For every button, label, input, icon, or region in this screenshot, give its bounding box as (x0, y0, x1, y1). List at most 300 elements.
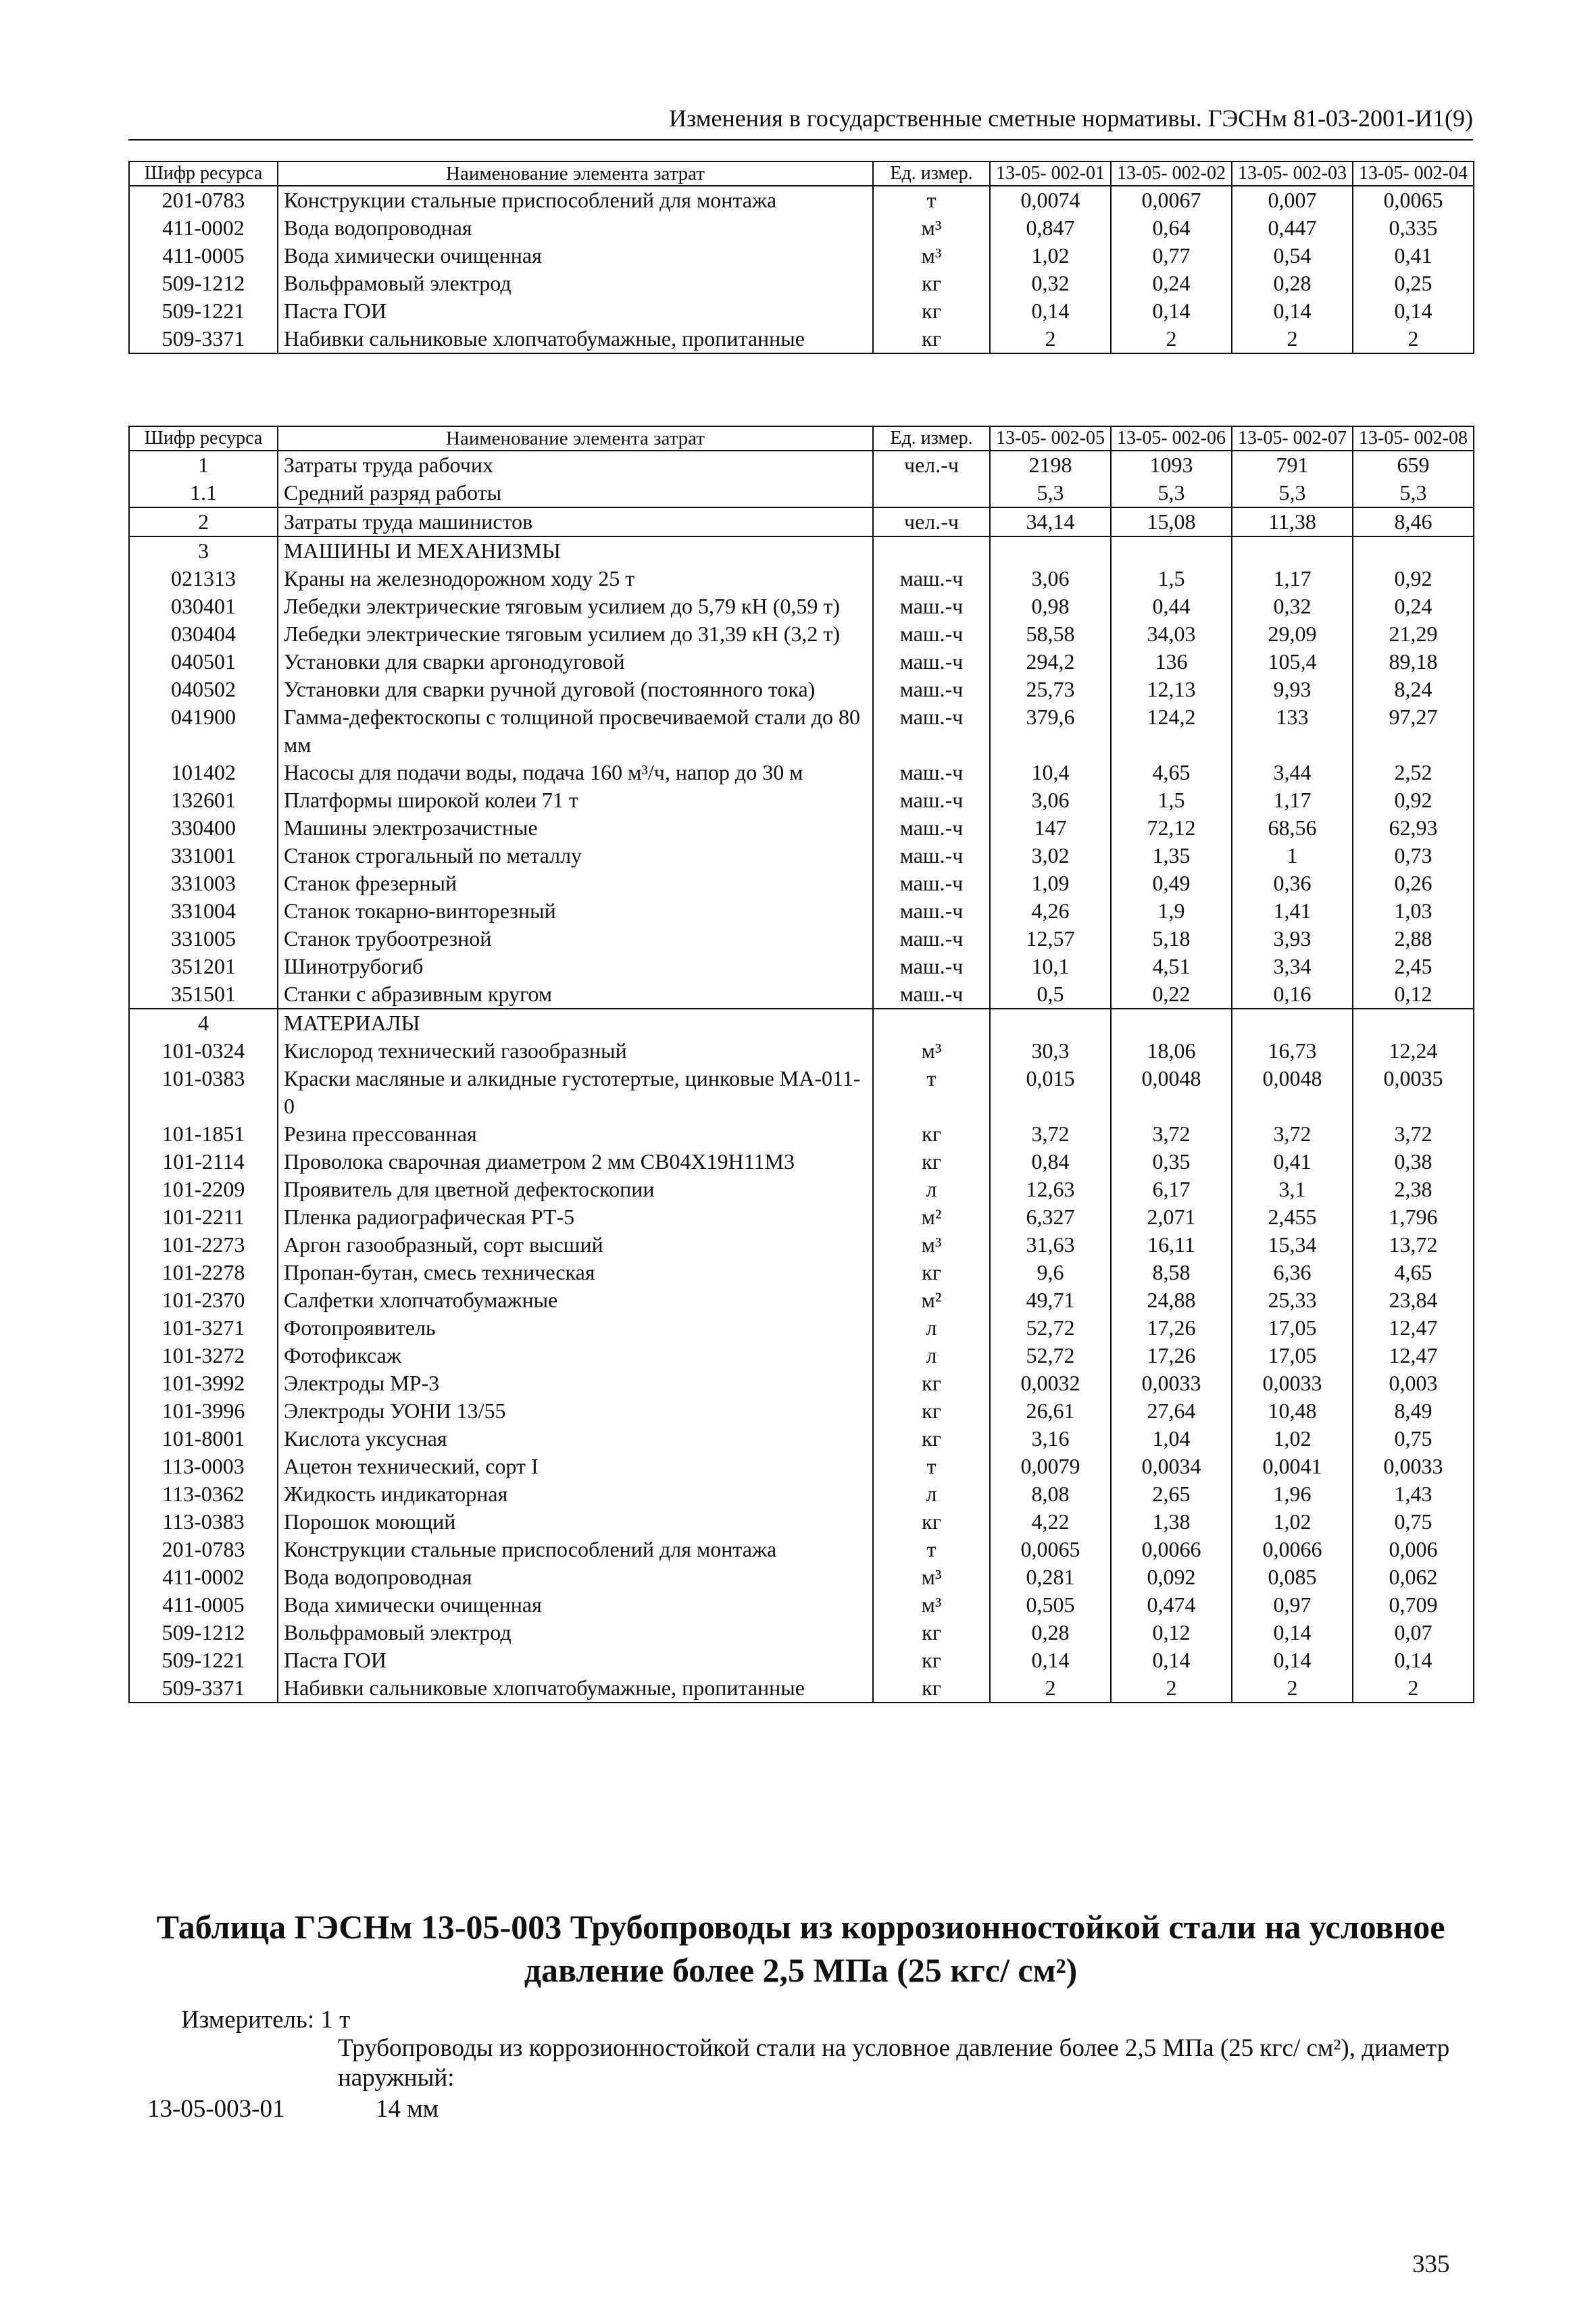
table-row (129, 451, 1474, 479)
resource-code: 101-2370 (129, 1286, 278, 1314)
rate-value: 0,0048 (1111, 1065, 1232, 1120)
table-row (129, 297, 1474, 325)
rate-value: 0,24 (1111, 270, 1232, 297)
rate-value: 17,26 (1111, 1314, 1232, 1342)
unit: кг (873, 1619, 990, 1646)
rate-value: 0,64 (1111, 214, 1232, 242)
table-row (129, 1591, 1474, 1619)
unit: м² (873, 1203, 990, 1231)
rate-value: 0,44 (1111, 593, 1232, 620)
rate-value: 0,062 (1353, 1563, 1474, 1591)
resource-code: 201-0783 (129, 1536, 278, 1563)
table-row (129, 1259, 1474, 1286)
rate-value: 0,22 (1111, 980, 1232, 1009)
rate-value: 2,071 (1111, 1203, 1232, 1231)
table-row (129, 1480, 1474, 1508)
resource-name: Затраты труда рабочих (278, 451, 873, 479)
resource-code: 101-3992 (129, 1369, 278, 1397)
table-row (129, 565, 1474, 593)
resource-name: Электроды УОНИ 13/55 (278, 1397, 873, 1425)
rate-value: 31,63 (990, 1231, 1111, 1259)
unit: маш.-ч (873, 648, 990, 676)
table-row (129, 1286, 1474, 1314)
unit: чел.-ч (873, 451, 990, 479)
rate-value: 0,14 (1353, 297, 1474, 325)
resource-code: 113-0003 (129, 1453, 278, 1480)
rate-value (1353, 1009, 1474, 1037)
rate-value: 3,1 (1232, 1176, 1353, 1203)
table-row (129, 1563, 1474, 1591)
rate-value: 0,0034 (1111, 1453, 1232, 1480)
unit: л (873, 1314, 990, 1342)
resource-name: Конструкции стальные приспособлений для монтажа (278, 186, 873, 214)
rate-value: 1,9 (1111, 897, 1232, 925)
rate-value: 133 (1232, 703, 1353, 759)
table-row (129, 1536, 1474, 1563)
unit (873, 479, 990, 507)
resource-name: Станок строгальный по металлу (278, 842, 873, 870)
unit: кг (873, 1148, 990, 1176)
rate-value: 0,35 (1111, 1148, 1232, 1176)
rate-value: 2 (990, 1674, 1111, 1703)
rate-value: 2 (1353, 1674, 1474, 1703)
rate-value: 0,24 (1353, 593, 1474, 620)
table-row (129, 1619, 1474, 1646)
rate-value: 3,02 (990, 842, 1111, 870)
table-row (129, 1148, 1474, 1176)
unit: маш.-ч (873, 897, 990, 925)
rate-value: 0,41 (1353, 242, 1474, 270)
rate-value: 58,58 (990, 620, 1111, 648)
rate-value: 8,24 (1353, 676, 1474, 703)
rate-value: 1,02 (1232, 1425, 1353, 1453)
rate-value: 18,06 (1111, 1037, 1232, 1065)
rate-value: 2 (1353, 325, 1474, 353)
rate-value: 97,27 (1353, 703, 1474, 759)
rate-value: 0,335 (1353, 214, 1474, 242)
norm-code: 13-05-003-01 (147, 2095, 285, 2123)
col-rate-header: 13-05- 002-03 (1232, 161, 1353, 186)
resource-name: Станок трубоотрезной (278, 925, 873, 953)
rate-value: 0,36 (1232, 870, 1353, 897)
rate-value: 62,93 (1353, 814, 1474, 842)
unit: кг (873, 270, 990, 297)
table-row (129, 1037, 1474, 1065)
unit: кг (873, 1425, 990, 1453)
table-row (129, 1369, 1474, 1397)
norm-diameter: 14 мм (376, 2095, 439, 2123)
unit: маш.-ч (873, 980, 990, 1009)
rate-value: 3,72 (990, 1120, 1111, 1148)
rate-value: 3,72 (1232, 1120, 1353, 1148)
resource-code: 030404 (129, 620, 278, 648)
rate-value: 3,44 (1232, 759, 1353, 786)
resource-code: 101-3272 (129, 1342, 278, 1369)
resource-name: Вода водопроводная (278, 214, 873, 242)
unit: л (873, 1480, 990, 1508)
table-row (129, 325, 1474, 353)
resource-name: Платформы широкой колеи 71 т (278, 786, 873, 814)
rate-value: 8,08 (990, 1480, 1111, 1508)
resource-name: Затраты труда машинистов (278, 507, 873, 536)
rate-value: 2,45 (1353, 953, 1474, 980)
unit: кг (873, 1120, 990, 1148)
resource-code: 411-0002 (129, 1563, 278, 1591)
resource-name: Кислород технический газообразный (278, 1037, 873, 1065)
unit: т (873, 186, 990, 214)
rate-value: 1,41 (1232, 897, 1353, 925)
unit: м² (873, 1286, 990, 1314)
rate-value: 0,12 (1111, 1619, 1232, 1646)
rate-value: 0,77 (1111, 242, 1232, 270)
rate-value: 0,41 (1232, 1148, 1353, 1176)
table-row (129, 897, 1474, 925)
rate-value: 1,5 (1111, 565, 1232, 593)
table-row (129, 1176, 1474, 1203)
rate-value: 0,847 (990, 214, 1111, 242)
rate-value: 1,17 (1232, 565, 1353, 593)
resource-name: Проявитель для цветной дефектоскопии (278, 1176, 873, 1203)
rate-value: 2,38 (1353, 1176, 1474, 1203)
rate-value: 1 (1232, 842, 1353, 870)
rate-value: 124,2 (1111, 703, 1232, 759)
rate-value: 0,015 (990, 1065, 1111, 1120)
rate-value: 0,54 (1232, 242, 1353, 270)
unit: т (873, 1065, 990, 1120)
rate-value (990, 1009, 1111, 1037)
rate-value: 4,22 (990, 1508, 1111, 1536)
rate-value: 0,14 (1232, 1646, 1353, 1674)
resource-code: 101402 (129, 759, 278, 786)
resource-code: 101-1851 (129, 1120, 278, 1148)
rate-value: 1,5 (1111, 786, 1232, 814)
resource-code: 331001 (129, 842, 278, 870)
rate-value: 0,16 (1232, 980, 1353, 1009)
resource-name: Набивки сальниковые хлопчатобумажные, пропитанные (278, 325, 873, 353)
table-row (129, 620, 1474, 648)
table-row (129, 676, 1474, 703)
unit: т (873, 1536, 990, 1563)
rate-value: 0,12 (1353, 980, 1474, 1009)
table-row (129, 648, 1474, 676)
unit: л (873, 1176, 990, 1203)
rate-value: 49,71 (990, 1286, 1111, 1314)
rate-value: 4,51 (1111, 953, 1232, 980)
rate-value: 0,32 (1232, 593, 1353, 620)
resource-code: 132601 (129, 786, 278, 814)
rate-value: 0,14 (1111, 297, 1232, 325)
resource-code: 101-0324 (129, 1037, 278, 1065)
resource-name: Электроды МР-3 (278, 1369, 873, 1397)
resource-name: Аргон газообразный, сорт высший (278, 1231, 873, 1259)
rate-value: 5,3 (990, 479, 1111, 507)
rate-value: 0,92 (1353, 565, 1474, 593)
resource-code: 509-3371 (129, 325, 278, 353)
rate-value: 12,57 (990, 925, 1111, 953)
resource-name: Машины электрозачистные (278, 814, 873, 842)
table-row (129, 925, 1474, 953)
resource-name: Фотофиксаж (278, 1342, 873, 1369)
rate-value: 52,72 (990, 1342, 1111, 1369)
rate-value: 0,25 (1353, 270, 1474, 297)
rate-value: 0,474 (1111, 1591, 1232, 1619)
unit: кг (873, 1646, 990, 1674)
unit: кг (873, 325, 990, 353)
resource-code: 331003 (129, 870, 278, 897)
rate-value: 3,72 (1353, 1120, 1474, 1148)
resource-name: Паста ГОИ (278, 1646, 873, 1674)
rate-value: 0,0065 (1353, 186, 1474, 214)
rate-value: 72,12 (1111, 814, 1232, 842)
rate-value (990, 536, 1111, 565)
resource-code: 2 (129, 507, 278, 536)
resource-name: Порошок моющий (278, 1508, 873, 1536)
resource-name: Ацетон технический, сорт I (278, 1453, 873, 1480)
table-row (129, 507, 1474, 536)
rate-value: 2,88 (1353, 925, 1474, 953)
rate-value: 1,43 (1353, 1480, 1474, 1508)
rate-value: 2 (1232, 325, 1353, 353)
col-code-header: Шифр ресурса (129, 426, 278, 451)
resource-code: 4 (129, 1009, 278, 1037)
rate-value: 791 (1232, 451, 1353, 479)
col-rate-header: 13-05- 002-05 (990, 426, 1111, 451)
rate-value: 1,17 (1232, 786, 1353, 814)
table-row (129, 814, 1474, 842)
rate-value: 2 (1111, 325, 1232, 353)
resource-name: Станки с абразивным кругом (278, 980, 873, 1009)
resource-code: 411-0002 (129, 214, 278, 242)
col-rate-header: 13-05- 002-08 (1353, 426, 1474, 451)
resource-name: Шинотрубогиб (278, 953, 873, 980)
rate-value: 2 (990, 325, 1111, 353)
rate-value: 0,28 (1232, 270, 1353, 297)
rate-value (1111, 1009, 1232, 1037)
rate-value: 0,73 (1353, 842, 1474, 870)
rate-value: 89,18 (1353, 648, 1474, 676)
unit: т (873, 1453, 990, 1480)
rate-value: 23,84 (1353, 1286, 1474, 1314)
col-rate-header: 13-05- 002-04 (1353, 161, 1474, 186)
rate-value: 0,28 (990, 1619, 1111, 1646)
meter-label: Измеритель: 1 т (181, 2006, 351, 2034)
resource-name: Насосы для подачи воды, подача 160 м³/ч, напор до 30 м (278, 759, 873, 786)
unit: м³ (873, 1563, 990, 1591)
rate-value: 0,0074 (990, 186, 1111, 214)
unit: м³ (873, 1037, 990, 1065)
resource-table-2 (128, 426, 1474, 1703)
col-rate-header: 13-05- 002-06 (1111, 426, 1232, 451)
resource-code: 331005 (129, 925, 278, 953)
rate-value: 2,65 (1111, 1480, 1232, 1508)
rate-value (1353, 536, 1474, 565)
unit: маш.-ч (873, 814, 990, 842)
rate-value: 4,26 (990, 897, 1111, 925)
rate-value: 0,281 (990, 1563, 1111, 1591)
rate-value: 34,03 (1111, 620, 1232, 648)
resource-code: 101-2273 (129, 1231, 278, 1259)
rate-value: 12,47 (1353, 1342, 1474, 1369)
resource-name: Паста ГОИ (278, 297, 873, 325)
rate-value: 0,92 (1353, 786, 1474, 814)
rate-value: 0,709 (1353, 1591, 1474, 1619)
resource-name: Вода химически очищенная (278, 242, 873, 270)
resource-name: Краски масляные и алкидные густотертые, цинковые МА-011-0 (278, 1065, 873, 1120)
rate-value: 12,24 (1353, 1037, 1474, 1065)
rate-value: 10,48 (1232, 1397, 1353, 1425)
table-row (129, 980, 1474, 1009)
table-row (129, 1231, 1474, 1259)
page-header: Изменения в государственные сметные нормативы. ГЭСНм 81-03-2001-И1(9) (128, 101, 1473, 141)
resource-code: 411-0005 (129, 1591, 278, 1619)
unit: кг (873, 297, 990, 325)
rate-value: 10,4 (990, 759, 1111, 786)
unit: чел.-ч (873, 507, 990, 536)
table-row (129, 1314, 1474, 1342)
table-row (129, 242, 1474, 270)
rate-value: 30,3 (990, 1037, 1111, 1065)
resource-name: Кислота уксусная (278, 1425, 873, 1453)
resource-code: 030401 (129, 593, 278, 620)
table-row (129, 842, 1474, 870)
resource-code: 1 (129, 451, 278, 479)
resource-code: 040501 (129, 648, 278, 676)
rate-value: 24,88 (1111, 1286, 1232, 1314)
unit: маш.-ч (873, 925, 990, 953)
resource-code: 201-0783 (129, 186, 278, 214)
rate-value: 0,003 (1353, 1369, 1474, 1397)
table-row (129, 1453, 1474, 1480)
rate-value: 0,0067 (1111, 186, 1232, 214)
rate-value: 5,3 (1232, 479, 1353, 507)
rate-value: 0,085 (1232, 1563, 1353, 1591)
rate-value: 2,52 (1353, 759, 1474, 786)
resource-code: 509-1212 (129, 270, 278, 297)
col-rate-header: 13-05- 002-02 (1111, 161, 1232, 186)
col-code-header: Шифр ресурса (129, 161, 278, 186)
resource-code: 101-0383 (129, 1065, 278, 1120)
table-row (129, 1646, 1474, 1674)
rate-value: 1093 (1111, 451, 1232, 479)
resource-name: Жидкость индикаторная (278, 1480, 873, 1508)
rate-value: 0,0041 (1232, 1453, 1353, 1480)
rate-value: 0,0033 (1353, 1453, 1474, 1480)
rate-value: 11,38 (1232, 507, 1353, 536)
rate-value: 0,0079 (990, 1453, 1111, 1480)
rate-value: 12,47 (1353, 1314, 1474, 1342)
table-row (129, 1203, 1474, 1231)
rate-value: 5,18 (1111, 925, 1232, 953)
resource-name: Станок фрезерный (278, 870, 873, 897)
col-rate-header: 13-05- 002-07 (1232, 426, 1353, 451)
rate-value: 0,75 (1353, 1425, 1474, 1453)
rate-value: 16,11 (1111, 1231, 1232, 1259)
rate-value (1232, 536, 1353, 565)
resource-name: Фотопроявитель (278, 1314, 873, 1342)
rate-value: 0,98 (990, 593, 1111, 620)
table-row (129, 786, 1474, 814)
rate-value: 1,38 (1111, 1508, 1232, 1536)
rate-value: 16,73 (1232, 1037, 1353, 1065)
rate-value: 1,35 (1111, 842, 1232, 870)
resource-table-1 (128, 161, 1474, 354)
rate-value: 2198 (990, 451, 1111, 479)
section-description: Трубопроводы из коррозионностойкой стали на условное давление более 2,5 МПа (25 кгс/ см²), диаметр наружный: (338, 2034, 1450, 2092)
unit: м³ (873, 214, 990, 242)
rate-value: 0,38 (1353, 1148, 1474, 1176)
rate-value: 12,13 (1111, 676, 1232, 703)
table-row (129, 214, 1474, 242)
resource-code: 330400 (129, 814, 278, 842)
col-name-header: Наименование элемента затрат (278, 426, 873, 451)
resource-name: Вольфрамовый электрод (278, 270, 873, 297)
rate-value: 0,07 (1353, 1619, 1474, 1646)
rate-value: 1,96 (1232, 1480, 1353, 1508)
resource-name: Вода водопроводная (278, 1563, 873, 1591)
unit: маш.-ч (873, 759, 990, 786)
rate-value: 0,97 (1232, 1591, 1353, 1619)
rate-value: 136 (1111, 648, 1232, 676)
rate-value: 8,46 (1353, 507, 1474, 536)
table-row (129, 1009, 1474, 1037)
col-rate-header: 13-05- 002-01 (990, 161, 1111, 186)
resource-code: 101-2114 (129, 1148, 278, 1176)
rate-value: 68,56 (1232, 814, 1353, 842)
resource-name: Гамма-дефектоскопы с толщиной просвечиваемой стали до 80 мм (278, 703, 873, 759)
resource-code: 040502 (129, 676, 278, 703)
rate-value: 0,0033 (1111, 1369, 1232, 1397)
resource-name: Установки для сварки аргонодуговой (278, 648, 873, 676)
unit: маш.-ч (873, 620, 990, 648)
resource-code: 351501 (129, 980, 278, 1009)
resource-code: 509-1212 (129, 1619, 278, 1646)
rate-value: 0,5 (990, 980, 1111, 1009)
rate-value: 0,092 (1111, 1563, 1232, 1591)
resource-name: Лебедки электрические тяговым усилием до 5,79 кН (0,59 т) (278, 593, 873, 620)
resource-code: 509-1221 (129, 1646, 278, 1674)
resource-code: 3 (129, 536, 278, 565)
rate-value: 0,26 (1353, 870, 1474, 897)
rate-value (1111, 536, 1232, 565)
unit: маш.-ч (873, 842, 990, 870)
rate-value: 2,455 (1232, 1203, 1353, 1231)
rate-value: 15,34 (1232, 1231, 1353, 1259)
rate-value: 105,4 (1232, 648, 1353, 676)
rate-value: 27,64 (1111, 1397, 1232, 1425)
unit: л (873, 1342, 990, 1369)
rate-value: 0,0066 (1111, 1536, 1232, 1563)
table-row (129, 186, 1474, 214)
rate-value: 0,14 (1232, 1619, 1353, 1646)
rate-value: 294,2 (990, 648, 1111, 676)
rate-value: 0,0032 (990, 1369, 1111, 1397)
unit: кг (873, 1369, 990, 1397)
rate-value: 0,0065 (990, 1536, 1111, 1563)
unit: кг (873, 1259, 990, 1286)
unit: маш.-ч (873, 786, 990, 814)
resource-name: Пропан-бутан, смесь техническая (278, 1259, 873, 1286)
rate-value: 147 (990, 814, 1111, 842)
resource-code: 101-3996 (129, 1397, 278, 1425)
table-row (129, 759, 1474, 786)
resource-code: 113-0383 (129, 1508, 278, 1536)
rate-value: 0,007 (1232, 186, 1353, 214)
resource-code: 021313 (129, 565, 278, 593)
rate-value: 3,93 (1232, 925, 1353, 953)
table-row (129, 1065, 1474, 1120)
resource-code: 411-0005 (129, 242, 278, 270)
rate-value: 0,505 (990, 1591, 1111, 1619)
